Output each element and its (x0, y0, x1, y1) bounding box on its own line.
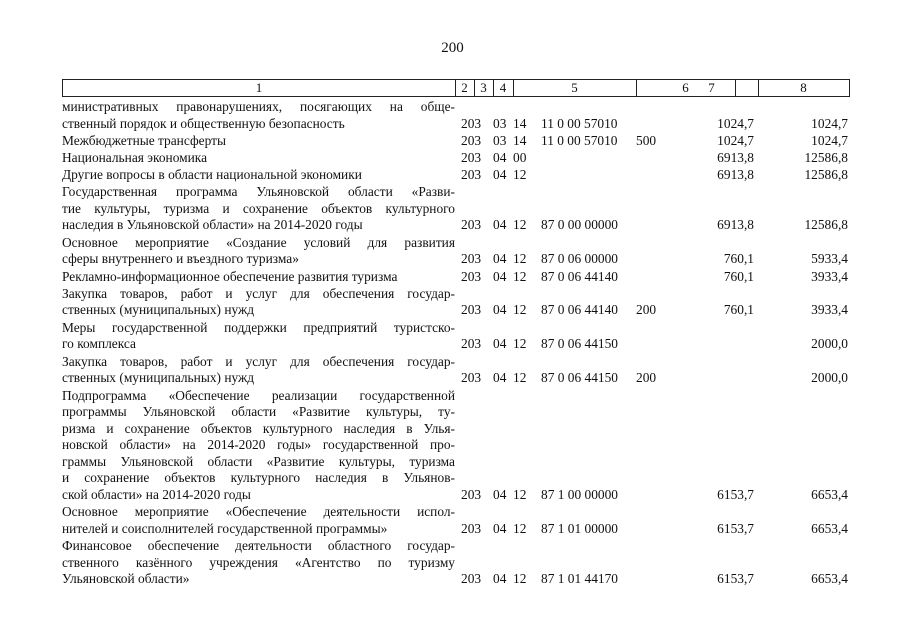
cell-c4: 14 (513, 115, 527, 131)
header-col-1: 1 (63, 80, 456, 96)
cell-c3: 04 (493, 167, 507, 182)
description-line: ской области» на 2014-2020 годы (62, 486, 251, 502)
cell-c4: 12 (513, 336, 527, 351)
description-line: Другие вопросы в области национальной экономики (62, 167, 362, 182)
cell-c8: 6653,4 (811, 571, 848, 586)
header-col-5: 5 (513, 80, 637, 96)
cell-c8: 5933,4 (811, 251, 848, 266)
cell-c8: 12586,8 (804, 167, 848, 182)
header-col-3: 3 (474, 80, 494, 96)
cell-c5: 87 0 06 44150 (541, 336, 618, 351)
cell-c5: 11 0 00 57010 (541, 133, 618, 148)
description-line: Основное мероприятие «Обеспечение деятельности испол- (62, 504, 455, 519)
cell-c8: 2000,0 (811, 336, 848, 351)
cell-c7: 1024,7 (717, 115, 754, 131)
row-description (62, 320, 455, 353)
cell-c4: 12 (513, 302, 527, 317)
description-line: наследия в Ульяновской области» на 2014-2020 годы (62, 217, 363, 232)
row-description (62, 354, 455, 387)
cell-c5: 11 0 00 57010 (541, 115, 618, 131)
cell-c5: 87 1 01 44170 (541, 571, 618, 586)
cell-c7: 760,1 (723, 302, 754, 317)
header-col-2: 2 (455, 80, 475, 96)
description-line: тие культуры, туризма и сохранение объектов культурного (62, 200, 455, 216)
cell-c4: 12 (513, 268, 527, 284)
row-description (62, 269, 455, 286)
row-description (62, 167, 455, 184)
row-description (62, 235, 455, 268)
cell-c2: 203 (461, 150, 482, 165)
description-line: сферы внутреннего и въездного туризма» (62, 251, 299, 266)
cell-c3: 04 (493, 336, 507, 351)
cell-c3: 04 (493, 571, 507, 586)
cell-c3: 04 (493, 251, 507, 266)
cell-c2: 203 (461, 520, 482, 536)
description-line: Закупка товаров, работ и услуг для обеспечения государ- (62, 285, 455, 301)
cell-c5: 87 0 06 00000 (541, 251, 618, 266)
cell-c7: 6913,8 (717, 217, 754, 232)
description-line: новской области» на 2014-2020 годы» государственной про- (62, 437, 455, 452)
cell-c2: 203 (461, 370, 482, 385)
cell-c8: 2000,0 (811, 370, 848, 385)
cell-c4: 12 (513, 251, 527, 266)
cell-c4: 12 (513, 486, 527, 502)
cell-c8: 6653,4 (811, 486, 848, 502)
row-description (62, 504, 455, 537)
description-line: Межбюджетные трансферты (62, 133, 226, 148)
cell-c5: 87 0 00 00000 (541, 217, 618, 232)
cell-c4: 12 (513, 217, 527, 232)
description-line: Государственная программа Ульяновской области «Разви- (62, 184, 455, 199)
cell-c3: 04 (493, 150, 507, 165)
cell-c4: 12 (513, 571, 527, 586)
description-line: Подпрограмма «Обеспечение реализации государственной (62, 387, 455, 403)
cell-c4: 12 (513, 167, 527, 182)
row-description (62, 184, 455, 234)
cell-c8: 1024,7 (811, 133, 848, 148)
cell-c7: 6913,8 (717, 167, 754, 182)
description-line: Основное мероприятие «Создание условий для развития (62, 234, 455, 250)
cell-c3: 04 (493, 268, 507, 284)
row-description (62, 538, 455, 588)
cell-c7: 760,1 (723, 268, 754, 284)
cell-c7: 6913,8 (717, 150, 754, 165)
header-col-7: 7 (665, 80, 759, 96)
description-line: Закупка товаров, работ и услуг для обеспечения государ- (62, 353, 455, 369)
cell-c2: 203 (461, 115, 482, 131)
description-line: ственных (муниципальных) нужд (62, 370, 255, 385)
cell-c2: 203 (461, 302, 482, 317)
cell-c7: 6153,7 (717, 571, 754, 586)
cell-c4: 12 (513, 370, 527, 385)
description-line: го комплекса (62, 336, 136, 351)
cell-c2: 203 (461, 336, 482, 351)
description-line: министративных правонарушениях, посягающих на обще- (62, 99, 455, 114)
cell-c8: 1024,7 (811, 115, 848, 131)
cell-c7: 760,1 (723, 251, 754, 266)
cell-c3: 04 (493, 520, 507, 536)
description-line: ственный порядок и общественную безопасность (62, 115, 345, 131)
cell-c7: 1024,7 (717, 133, 754, 148)
cell-c7: 6153,7 (717, 520, 754, 536)
description-line: Финансовое обеспечение деятельности областного государ- (62, 538, 455, 553)
description-line: программы Ульяновской области «Развитие культуры, ту- (62, 404, 455, 419)
header-col-4: 4 (493, 80, 514, 96)
cell-c6: 200 (636, 302, 657, 317)
cell-c2: 203 (461, 217, 482, 232)
description-line: ственных (муниципальных) нужд (62, 302, 255, 317)
cell-c8: 6653,4 (811, 520, 848, 536)
description-line: нителей и соисполнителей государственной программы» (62, 520, 388, 536)
description-line: ризма и сохранение объектов культурного наследия в Улья- (62, 420, 455, 436)
cell-c2: 203 (461, 133, 482, 148)
row-description (62, 99, 455, 132)
row-description (62, 286, 455, 319)
page-number: 200 (441, 40, 464, 56)
cell-c8: 12586,8 (804, 217, 848, 232)
cell-c5: 87 0 06 44140 (541, 268, 618, 284)
cell-c8: 12586,8 (804, 150, 848, 165)
cell-c2: 203 (461, 571, 482, 586)
cell-c3: 04 (493, 217, 507, 232)
cell-c3: 04 (493, 370, 507, 385)
table-header (62, 79, 850, 97)
cell-c8: 3933,4 (811, 302, 848, 317)
cell-c3: 03 (493, 115, 507, 131)
cell-c3: 04 (493, 302, 507, 317)
cell-c6: 500 (636, 133, 657, 148)
cell-c5: 87 0 06 44140 (541, 302, 618, 317)
cell-c4: 00 (513, 150, 527, 165)
cell-c3: 04 (493, 486, 507, 502)
cell-c2: 203 (461, 486, 482, 502)
cell-c8: 3933,4 (811, 268, 848, 284)
description-line: ственного казённого учреждения «Агентство по туризму (62, 554, 455, 570)
cell-c3: 03 (493, 133, 507, 148)
cell-c6: 200 (636, 370, 657, 385)
cell-c5: 87 0 06 44150 (541, 370, 618, 385)
row-description (62, 150, 455, 167)
row-description (62, 388, 455, 504)
description-line: Национальная экономика (62, 150, 208, 165)
cell-c2: 203 (461, 268, 482, 284)
description-line: Меры государственной поддержки предприятий туристско- (62, 319, 455, 335)
cell-c4: 12 (513, 520, 527, 536)
description-line: и сохранение объектов культурного наследия в Ульянов- (62, 470, 455, 485)
cell-c5: 87 1 01 00000 (541, 520, 618, 536)
header-col-6: 6 (636, 80, 736, 96)
cell-c4: 14 (513, 133, 527, 148)
header-col-8: 8 (800, 80, 807, 95)
description-line: Рекламно-информационное обеспечение развития туризма (62, 268, 398, 284)
description-line: граммы Ульяновской области «Развитие культуры, туризма (62, 453, 455, 469)
cell-c2: 203 (461, 167, 482, 182)
cell-c2: 203 (461, 251, 482, 266)
row-description (62, 133, 455, 150)
cell-c7: 6153,7 (717, 486, 754, 502)
description-line: Ульяновской области» (62, 571, 190, 586)
cell-c5: 87 1 00 00000 (541, 486, 618, 502)
